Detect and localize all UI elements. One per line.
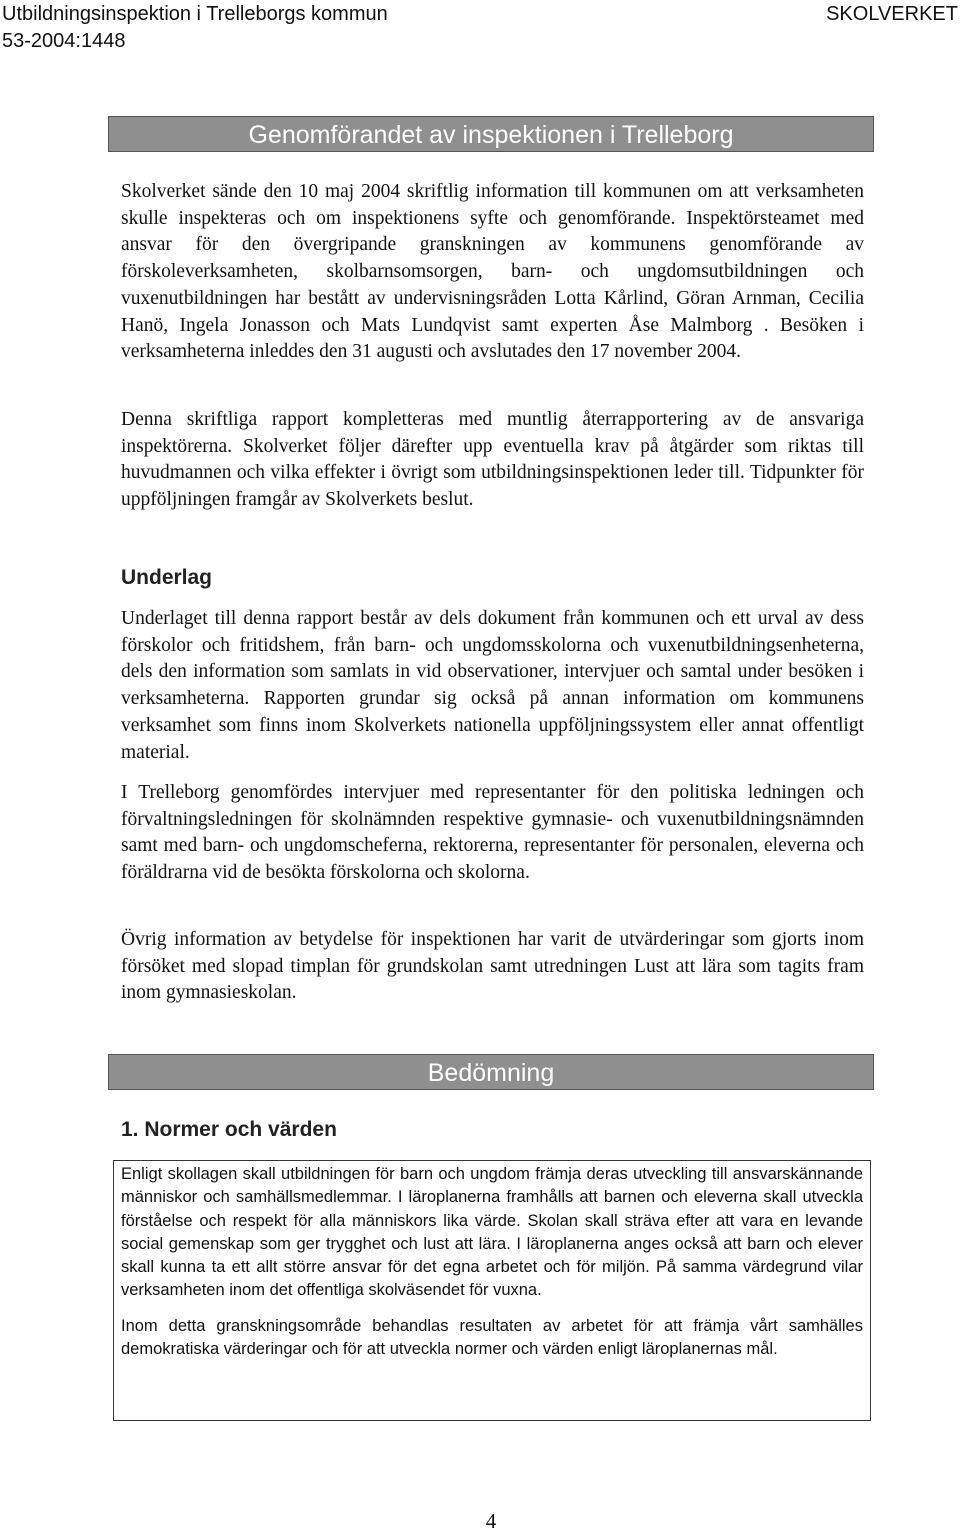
paragraph-other-info: Övrig information av betydelse för inspektionen har varit de utvärderingar som gjorts inom försöket med slopad timplan för grundskolan samt utredningen Lust att lära som tagits fram inom gymnasieskolan. (121, 929, 864, 1004)
bedomning-banner (108, 1054, 874, 1090)
normer-heading: 1. Normer och värden (121, 1118, 337, 1141)
box-paragraph-granskningsomrade: Inom detta granskningsområde behandlas resultaten av arbetet för att främja vårt samhälles demokratiska värderingar och för att utveckla normer och värden enligt läroplanernas mål. (121, 1316, 863, 1359)
section-heading-banner: Genomförandet av inspektionen i Trelleborg (108, 116, 874, 152)
header-title: Utbildningsinspektion i Trelleborgs kommun (2, 3, 388, 25)
paragraph-underlag: Underlaget till denna rapport består av dels dokument från kommunen och ett urval av dess förskolor och fritidshem, från barn- och ungdomsskolorna och vuxenutbildningsenheterna, dels den information som samlats in vid observationer, intervjuer och samtal under besöken i verksamheterna. Rapporten grundar sig också på annan information om kommunens verksamhet som finns inom Skolverkets nationella uppföljningssystem eller annat offentligt material. (121, 608, 864, 763)
header-org: SKOLVERKET (826, 3, 958, 25)
paragraph-report-followup: Denna skriftliga rapport kompletteras med muntlig återrapportering av de ansvariga inspektörerna. Skolverket följer därefter upp eventuella krav på åtgärder som riktas till huvudmannen och vilka effekter i övrigt som utbildningsinspektionen leder till. Tidpunkter för uppföljningen framgår av Skolverkets beslut. (121, 409, 864, 511)
paragraph-interviews: I Trelleborg genomfördes intervjuer med representanter för den politiska ledningen och förvaltningsledningen för skolnämnden respektive gymnasie- och vuxenutbildningsnämnden samt med barn- och ungdomscheferna, rektorerna, representanter för personalen, eleverna och föräldrarna vid de besökta förskolorna och skolorna. (121, 782, 864, 884)
normer-info-box (113, 1160, 871, 1421)
box-paragraph-skollagen: Enligt skollagen skall utbildningen för barn och ungdom främja deras utveckling till ansvarskännande människor och samhällsmedlemmar. I läroplanerna framhålls att barnen och eleverna skall utveckla förståelse och respekt för alla människors lika värde. Skolan skall sträva efter att vara en levande social gemenskap som ger trygghet och lust att lära. I läroplanerna anges också att barn och elever skall kunna ta ett allt större ansvar för det egna arbetet och för miljön. På samma värdegrund vilar verksamheten inom det offentliga skolväsendet för vuxna. (121, 1165, 863, 1300)
header-doc-id: 53-2004:1448 (2, 30, 126, 52)
underlag-heading: Underlag (121, 566, 213, 589)
page-number: 4 (485, 1509, 497, 1533)
bedomning-heading: Bedömning (427, 1059, 555, 1087)
paragraph-inspection-info: Skolverket sände den 10 maj 2004 skriftlig information till kommunen om att verksamheten skulle inspekteras och om inspektionens syfte och genomförande. Inspektörsteamet med ansvar för den övergripande granskningen av kommunens genomförande av förskoleverksamheten, skolbarnsomsorgen, barn- och ungdomsutbildningen och vuxenutbildningen har bestått av undervisningsråden Lotta Kårlind, Göran Arnman, Cecilia Hanö, Ingela Jonasson och Mats Lundqvist samt experten Åse Malmborg . Besöken i verksamheterna inleddes den 31 augusti och avslutades den 17 november 2004. (121, 181, 864, 363)
